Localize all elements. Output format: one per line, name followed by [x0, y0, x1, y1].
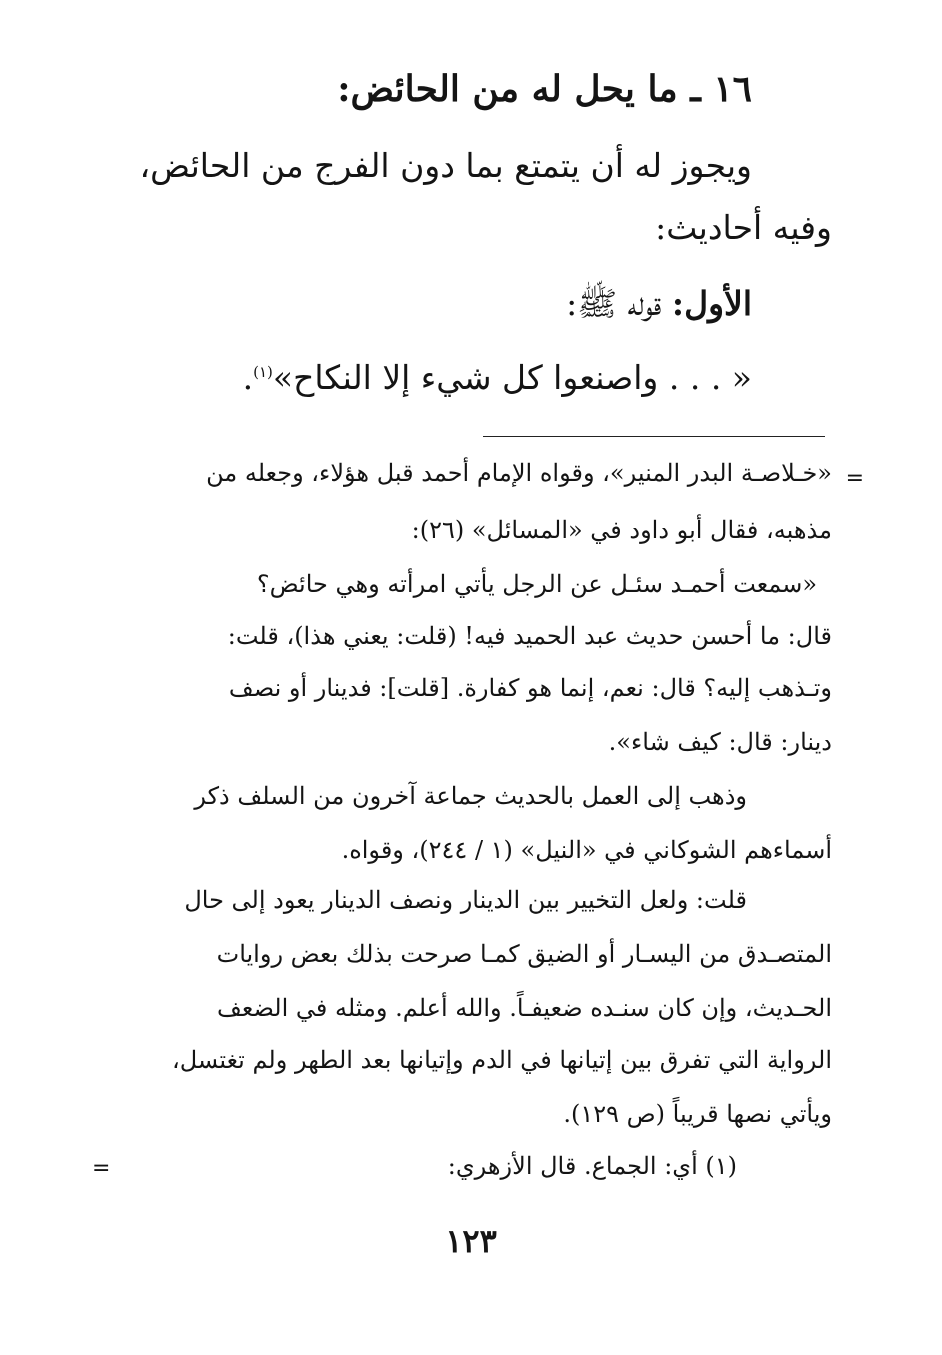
first-label: الأول: — [671, 284, 752, 323]
first-text: قوله ﷺ: — [566, 284, 662, 323]
footnote-line-8: أسماءهم الشوكاني في «النيل» (١ / ٢٤٤)، وقواه. — [341, 836, 832, 864]
footnote-line-14: (١) أي: الجماع. قال الأزهري: — [447, 1152, 737, 1180]
footnote-line-3: «سمعت أحمـد سئـل عن الرجل يأتي امرأته وهي حائض؟ — [256, 570, 817, 598]
footnote-line-13: ويأتي نصها قريباً (ص ١٢٩). — [563, 1100, 832, 1128]
continuation-mark-right: = — [845, 466, 864, 491]
footnote-line-5: وتـذهب إليه؟ قال: نعم، إنما هو كفارة. [قلت]: فدينار أو نصف — [228, 674, 832, 702]
footnote-line-1: «خـلاصـة البدر المنير»، وقواه الإمام أحمد قبل هؤلاء، وجعله من — [206, 459, 832, 487]
footnote-line-11: الحـديث، وإن كان سنـده ضعيفـاً. والله أعلم. ومثله في الضعف — [217, 994, 832, 1022]
footnote-separator — [483, 436, 825, 437]
footnote-ref: (١) — [253, 363, 273, 381]
footnote-line-2: مذهبه، فقال أبو داود في «المسائل» (٢٦): — [411, 516, 832, 544]
footnote-line-7: وذهب إلى العمل بالحديث جماعة آخرون من السلف ذكر — [194, 782, 747, 810]
footnote-line-4: قال: ما أحسن حديث عبد الحميد فيه! (قلت: يعني هذا)، قلت: — [227, 622, 832, 650]
body-line-2: وفيه أحاديث: — [655, 208, 832, 247]
section-heading: ١٦ ـ ما يحل له من الحائض: — [337, 68, 752, 110]
continuation-mark-left: = — [92, 1156, 111, 1181]
footnote-line-12: الرواية التي تفرق بين إتيانها في الدم وإتيانها بعد الطهر ولم تغتسل، — [172, 1046, 832, 1074]
footnote-line-9: قلت: ولعل التخيير بين الدينار ونصف الدينار يعود إلى حال — [184, 886, 747, 914]
footnote-line-10: المتصـدق من اليسـار أو الضيق كمـا صرحت بذلك بعض روايات — [216, 940, 832, 968]
footnote-line-6: دينار: قال: كيف شاء». — [608, 728, 832, 756]
quote-text: « . . . واصنعوا كل شيء إلا النكاح» — [272, 358, 752, 397]
quote-end: . — [242, 358, 254, 397]
page-number: ١٢٣ — [445, 1222, 497, 1260]
body-line-1: ويجوز له أن يتمتع بما دون الفرج من الحائض، — [139, 146, 752, 185]
hadith-quote — [243, 358, 752, 397]
first-hadith-line — [566, 284, 752, 332]
